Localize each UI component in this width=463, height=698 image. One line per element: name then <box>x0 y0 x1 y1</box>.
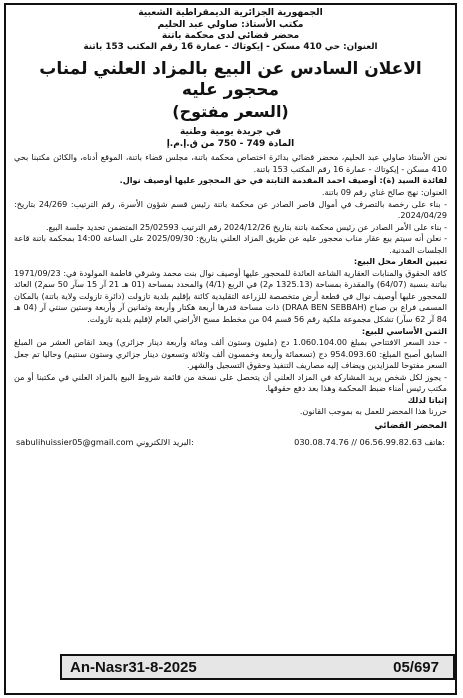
ad-number: 05/697 <box>393 658 439 676</box>
republic-line: الجمهورية الجزائرية الديمقراطية الشعبية <box>138 7 323 18</box>
newspaper-reference: An-Nasr31-8-2025 <box>70 658 197 676</box>
address-line: العنوان: حي 410 مسكن - إيكوتاك - عمارة 16 رقم المكتب 153 باتنة <box>83 41 378 52</box>
body-paragraph: العنوان: نهج صالح غناي رقم 09 باتنة. <box>321 187 447 198</box>
body-paragraph: - نعلن أنه سيتم بيع عقار مناب محجور عليه عن طريق المزاد العلني بتاريخ: 2025/09/30 على الساعة 14:00 بمحكمة باتنة قاعة الجلسات المدنية. <box>14 233 447 255</box>
closing-line: إثباتا لذلك <box>407 394 447 405</box>
email-address[interactable]: sabulihuissier05@gmail.com <box>16 436 134 447</box>
legal-article-line: المادة 749 - 750 من ق.إ.م.إ <box>166 139 295 150</box>
footer-bar <box>60 654 455 680</box>
body-paragraph: - يجوز لكل شخص يريد المشاركة في المزاد العلني أن يتحصل على نسخة من قائمة شروط البيع بالمزاد العلني في مكتبنا أو من مكتب رئيس أمناء ضبط المحكمة وهذا بعد دفع حقوقها. <box>14 371 447 394</box>
notice-frame <box>4 3 457 695</box>
phone-block <box>294 437 445 447</box>
section-heading: الثمن الأساسي للبيع: <box>361 325 447 336</box>
notice-subtitle: (السعر مفتوح) <box>172 102 289 122</box>
closing-line: حررنا هذا المحضر للعمل به بموجب القانون. <box>299 406 447 417</box>
body-paragraph: - بناء على رخصة بالتصرف في أموال قاصر الصادر عن محكمة باتنة رئيس قسم شؤون الأسرة، رقم الترتيب: 24/269 بتاريخ: 2024/04/29. <box>14 198 447 221</box>
notice-title: الاعلان السادس عن البيع بالمزاد العلني لمناب محجور عليه <box>39 59 422 101</box>
body-paragraph: لفائدة السيد (ة): أوصيف احمد المقدمة الثابتة في حق المحجور عليها أوصيف نوال. <box>119 175 447 186</box>
notice-body <box>14 152 447 418</box>
email-label: البريد الالكتروني: <box>136 436 194 447</box>
court-line: محضر قضائي لدى محكمة باتنة <box>161 30 300 42</box>
phone-numbers: 030.08.74.76 // 06.56.99.82.63 <box>294 436 423 447</box>
body-paragraph: - حدد السعر الافتتاحي بمبلغ 1.060.104.00 دج (مليون وستون ألف ومائة وأربعة دينار جزائري) ويعد انقاص العشر من المبلغ السابق أصبح المبلغ: 954.093.60 دج (تسعمائة وأربعة وخمسون ألف وثلاثة وتسعون دينار جزائري وستون سنتيم) وحاليا تم جعل السعر مفتوحا للمزايدين ويضاف إليه مصاريف التنفيذ وحقوق التسجيل والشهر. <box>14 337 447 371</box>
notice-content <box>14 7 447 447</box>
phone-label: هاتف: <box>424 436 445 447</box>
body-paragraph: نحن الأستاذ صاولي عبد الحليم، محضر قضائي بدائرة اختصاص محكمة باتنة، مجلس قضاء باتنة، الموقع أدناه، والكائن مكتبنا بحي 410 مسكن - إيكوتاك - عمارة 16 رقم المكتب 153 باتنة. <box>14 152 447 174</box>
section-heading: تعيين العقار محل البيع: <box>353 256 447 267</box>
body-paragraph: - بناء على الأمر الصادر عن رئيس محكمة باتنة بتاريخ 2024/12/26 رقم الترتيب 25/02593 المتضمن تحديد جلسة البيع. <box>45 221 447 232</box>
publication-info <box>14 126 447 150</box>
office-line: مكتب الأستاذ: صاولي عبد الحليم <box>157 18 304 30</box>
contact-line <box>14 437 447 447</box>
signature-label: المحضر القضائي <box>374 420 447 431</box>
office-header <box>14 7 447 53</box>
body-paragraph: كافة الحقوق والمنابات العقارية الشاعة العائدة للمحجور عليها أوصيف نوال بنت محمد وشرقي فاطمة المولودة في: 1971/09/23 بباتنة بنسبة (64/07) والمقدرة بمساحة (1325.13 م2) في الربع (4/1) والمحدد بمساحة (01 هـ 21 آر 15 سآر 50 سم2) العائد للمحجور عليها أوصيف نوال في قطعة أرض متخصصة للزراعة التقليدية كائنة بإقليم بلدية تازولت (دائرة تازولت ولاية باتنة) بالمكان المسمى فراع بن صباح (DRAA BEN SEBBAH) ذات مساحة قدرها أربعة هكتار وأربعة وثمانين آر وأربعة وستين سنتي آر (04 هـ 84 آر 62 سآر) تشكل مجموعة ملكية رقم 56 قسم 04 من مخطط مسح الأراضي العام لإقليم بلدية تازولت. <box>14 267 447 325</box>
publication-line: في جريدة يومية وطنية <box>180 127 281 138</box>
email-block <box>16 437 194 447</box>
